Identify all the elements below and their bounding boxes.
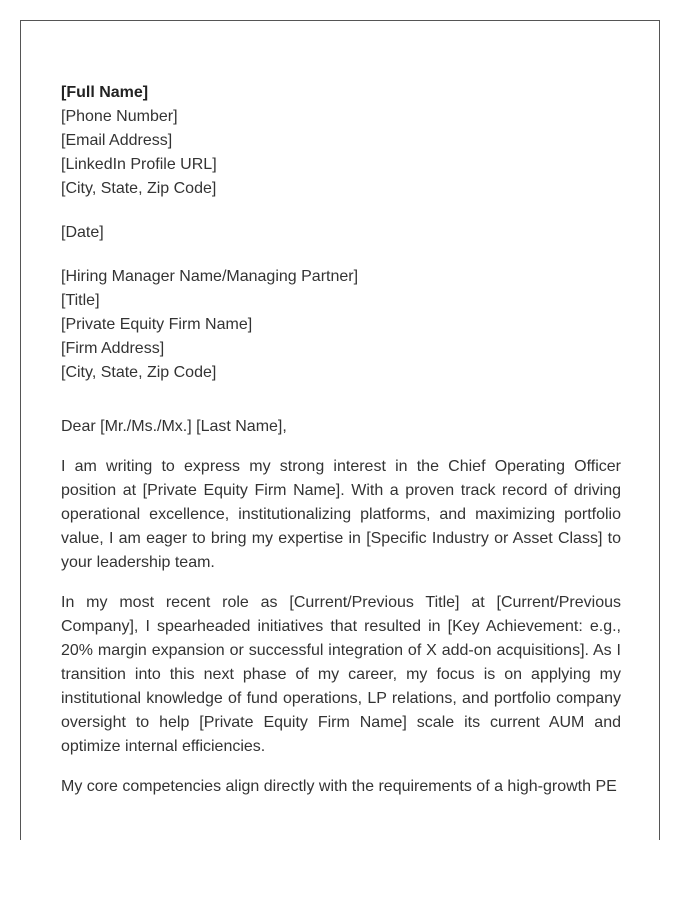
recipient-title: [Title] (61, 292, 100, 309)
recipient-firm: [Private Equity Firm Name] (61, 316, 253, 333)
salutation: Dear [Mr./Ms./Mx.] [Last Name], (61, 418, 287, 435)
salutation-block (61, 415, 621, 439)
document-page (20, 20, 660, 840)
paragraph-competencies: My core competencies align directly with the requirements of a high-growth PE (61, 778, 617, 795)
sender-name: [Full Name] (61, 84, 149, 101)
date-block (61, 221, 621, 245)
sender-block (61, 81, 621, 201)
sender-phone: [Phone Number] (61, 108, 178, 125)
recipient-block (61, 265, 621, 385)
paragraph-experience: In my most recent role as [Current/Previous Title] at [Current/Previous Company], I spearheaded initiatives that resulted in [Key Achievement: e.g., 20% margin expansion or successful integration of X add-on acquisitions]. As I transition into this next phase of my career, my focus is on applying my institutional knowledge of fund operations, LP relations, and portfolio company oversight to help [Private Equity Firm Name] scale its current AUM and optimize internal efficiencies. (61, 594, 621, 755)
letter-body (61, 81, 621, 799)
sender-email: [Email Address] (61, 132, 173, 149)
recipient-name: [Hiring Manager Name/Managing Partner] (61, 268, 359, 285)
paragraph-intro: I am writing to express my strong interest in the Chief Operating Officer position at [Private Equity Firm Name]. With a proven track record of driving operational excellence, institutionalizing platforms, and maximizing portfolio value, I am eager to bring my expertise in [Specific Industry or Asset Class] to your leadership team. (61, 458, 621, 571)
recipient-address: [Firm Address] (61, 340, 165, 357)
sender-location: [City, State, Zip Code] (61, 180, 217, 197)
sender-linkedin: [LinkedIn Profile URL] (61, 156, 217, 173)
recipient-location: [City, State, Zip Code] (61, 364, 217, 381)
letter-date: [Date] (61, 224, 104, 241)
